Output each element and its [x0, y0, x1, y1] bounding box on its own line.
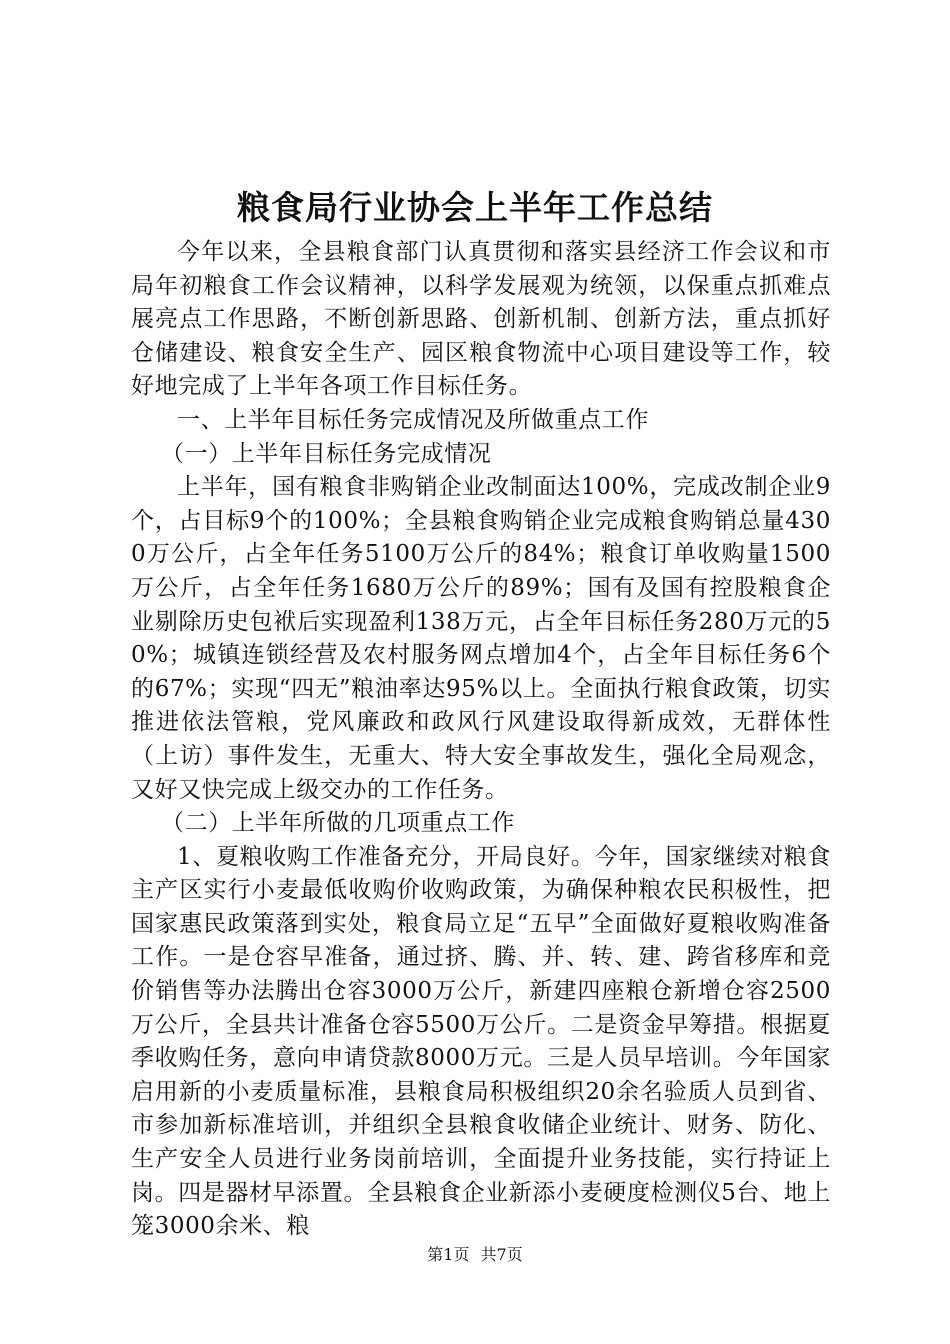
- key-work-paragraph: 1、夏粮收购工作准备充分，开局良好。今年，国家继续对粮食主产区实行小麦最低收购价收购政策，为确保种粮农民积极性，把国家惠民政策落到实处，粮食局立足“五早”全面做好夏粮收购准备工作。一是仓容早准备，通过挤、腾、并、转、建、跨省移库和竞价销售等办法腾出仓容3000万公斤，新建四座粮仓新增仓容2500万公斤，全县共计准备仓容5500万公斤。二是资金早筹措。根据夏季收购任务，意向申请贷款8000万元。三是人员早培训。今年国家启用新的小麦质量标准，县粮食局积极组织20余名验质人员到省、市参加新标准培训，并组织全县粮食收储企业统计、财务、防化、生产安全人员进行业务岗前培训，全面提升业务技能，实行持证上岗。四是器材早添置。全县粮食企业新添小麦硬度检测仪5台、地上笼3000余米、粮: [131, 843, 831, 1240]
- intro-paragraph: 今年以来，全县粮食部门认真贯彻和落实县经济工作会议和市局年初粮食工作会议精神，以科学发展观为统领，以保重点抓难点展亮点工作思路，不断创新思路、创新机制、创新方法，重点抓好仓储建设、粮食安全生产、园区粮食物流中心项目建设等工作，较好地完成了上半年各项工作目标任务。: [131, 239, 831, 400]
- subsection-heading-1: （一）上半年目标任务完成情况: [161, 440, 492, 467]
- page-number: 第1页: [427, 1245, 470, 1264]
- page-total: 共7页: [480, 1245, 523, 1264]
- document-body: [131, 236, 831, 1244]
- page-footer: [0, 1244, 950, 1266]
- targets-paragraph: 上半年，国有粮食非购销企业改制面达100%，完成改制企业9个，占目标9个的100%；全县粮食购销企业完成粮食购销总量4300万公斤，占全年任务5100万公斤的84%；粮食订单收购量1500万公斤，占全年任务1680万公斤的89%；国有及国有控股粮食企业剔除历史包袱后实现盈利138万元，占全年目标任务280万元的50%；城镇连锁经营及农村服务网点增加4个，占全年目标任务6个的67%；实现“四无”粮油率达95%以上。全面执行粮食政策，切实推进依法管粮，党风廉政和政风行风建设取得新成效，无群体性（上访）事件发生，无重大、特大安全事故发生，强化全局观念，又好又快完成上级交办的工作任务。: [131, 474, 831, 803]
- document-title: 粮食局行业协会上半年工作总结: [237, 188, 713, 227]
- subsection-heading-2: （二）上半年所做的几项重点工作: [161, 810, 515, 837]
- section-heading-1: 一、上半年目标任务完成情况及所做重点工作: [177, 406, 649, 433]
